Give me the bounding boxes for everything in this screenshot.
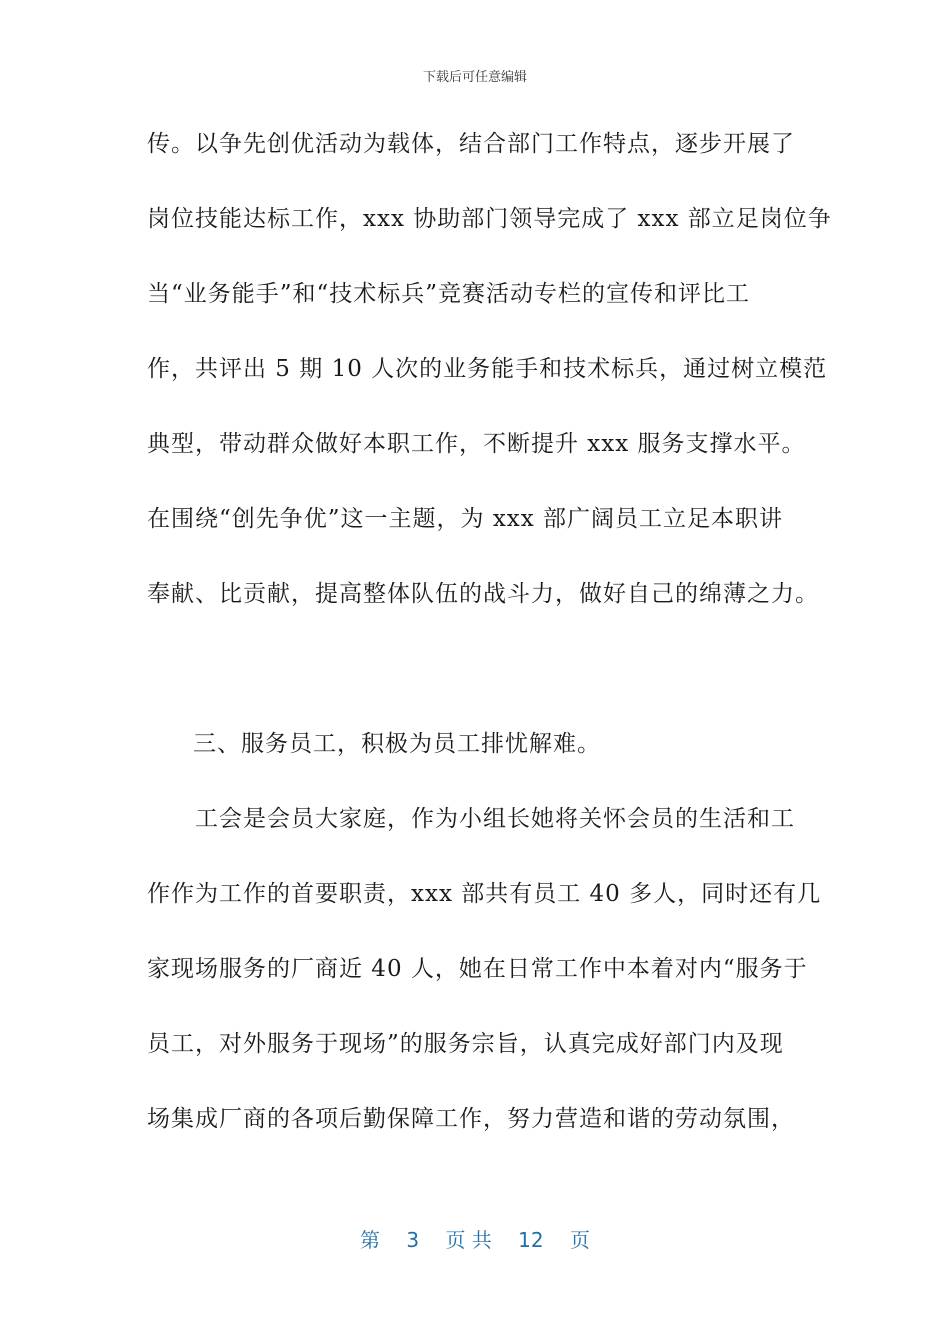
current-page-number: 3 (406, 1228, 420, 1252)
total-page-number: 12 (518, 1228, 544, 1252)
text-line: 作，共评出 5 期 10 人次的业务能手和技术标兵，通过树立模范 (147, 356, 828, 382)
text-line: 场集成厂商的各项后勤保障工作，努力营造和谐的劳动氛围， (147, 1106, 795, 1132)
text-line: 作作为工作的首要职责，xxx 部共有员工 40 多人，同时还有几 (147, 881, 822, 907)
section-heading: 三、服务员工，积极为员工排忧解难。 (193, 731, 601, 757)
text-line: 工会是会员大家庭，作为小组长她将关怀会员的生活和工 (147, 806, 795, 832)
text-line: 奉献、比贡献，提高整体队伍的战斗力，做好自己的绵薄之力。 (147, 581, 819, 607)
text-line: 员工，对外服务于现场”的服务宗旨，认真完成好部门内及现 (147, 1031, 784, 1057)
paragraph-1 (147, 107, 832, 632)
page-header: 下载后可任意编辑 (422, 70, 527, 85)
footer-prefix: 第 (360, 1228, 380, 1252)
text-line: 传。以争先创优活动为载体，结合部门工作特点，逐步开展了 (147, 131, 795, 157)
text-line: 在围绕“创先争优”这一主题，为 xxx 部广阔员工立足本职讲 (147, 506, 784, 532)
text-line: 家现场服务的厂商近 40 人，她在日常工作中本着对内“服务于 (147, 956, 808, 982)
footer-middle: 页 共 (445, 1228, 492, 1252)
text-line: 典型，带动群众做好本职工作，不断提升 xxx 服务支撑水平。 (147, 431, 806, 457)
page-footer (0, 1224, 950, 1253)
text-line: 当“业务能手”和“技术标兵”竞赛活动专栏的宣传和评比工 (147, 281, 751, 307)
paragraph-2 (147, 782, 822, 1157)
footer-suffix: 页 (569, 1228, 590, 1252)
text-line: 岗位技能达标工作，xxx 协助部门领导完成了 xxx 部立足岗位争 (147, 206, 832, 232)
